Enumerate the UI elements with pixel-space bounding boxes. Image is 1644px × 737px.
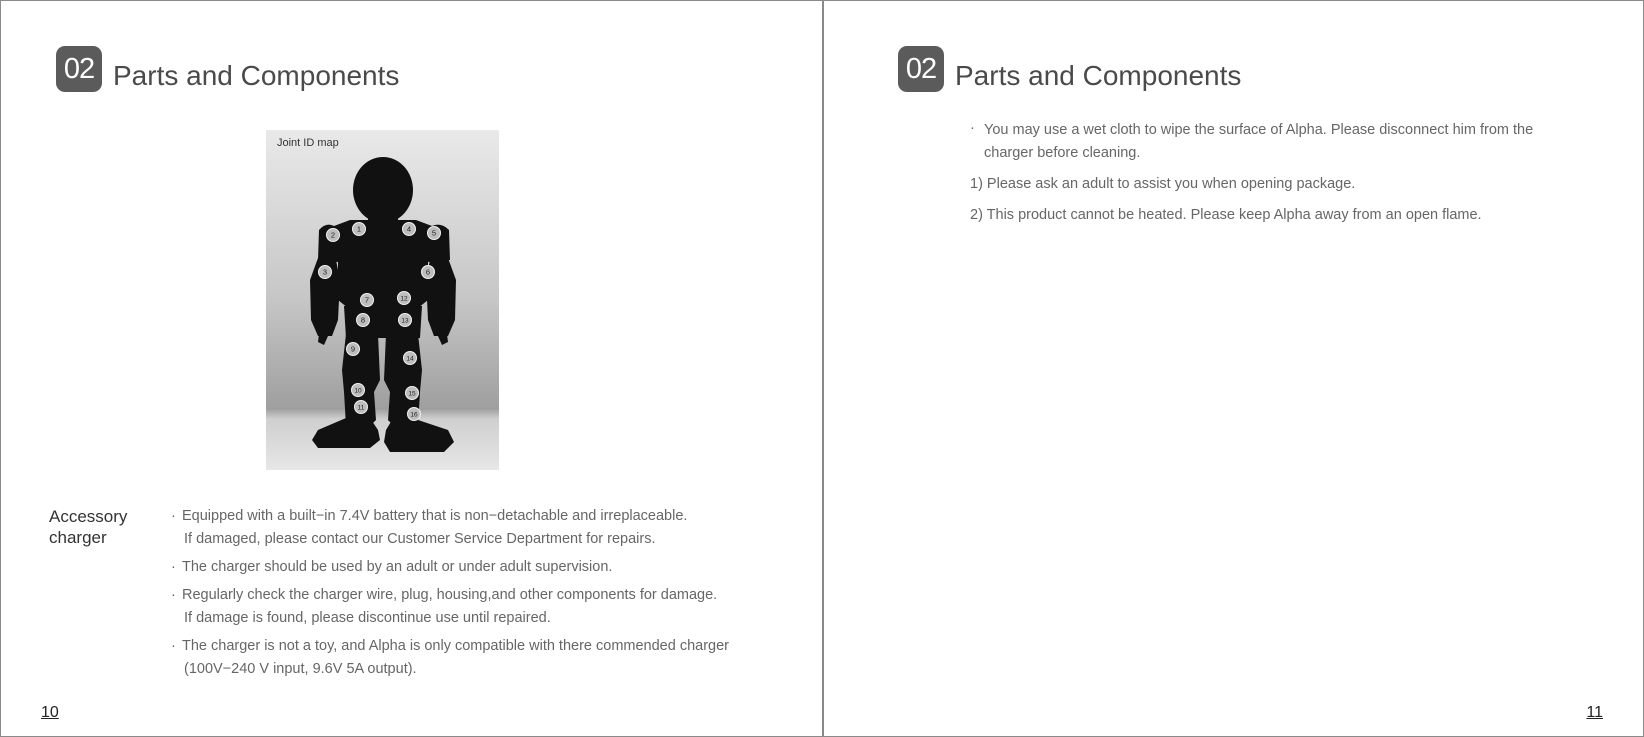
joint-marker-label: 10 (354, 387, 362, 395)
joint-marker-label: 2 (330, 230, 336, 240)
joint-marker-label: 9 (350, 344, 356, 354)
section-number-badge: 02 (898, 46, 944, 92)
joint-marker-label: 14 (406, 355, 414, 363)
bullet-dot: · (171, 638, 176, 654)
page-number: 10 (41, 704, 59, 721)
accessory-heading-line1: Accessory (49, 507, 128, 526)
section-number-badge: 02 (56, 46, 102, 92)
joint-marker-4 (403, 223, 416, 236)
accessory-heading-line2: charger (49, 528, 107, 547)
joint-marker-6 (422, 266, 435, 279)
joint-marker-3 (319, 266, 332, 279)
joint-marker-15 (406, 387, 419, 400)
joint-id-map-figure (266, 130, 499, 470)
joint-marker-label: 11 (357, 404, 365, 412)
note-line: You may use a wet cloth to wipe the surface of Alpha. Please disconnect him from the (984, 122, 1534, 138)
bullet-item (171, 556, 791, 579)
robot-silhouette (266, 130, 499, 470)
bullet-line: (100V−240 V input, 9.6V 5A output). (184, 661, 417, 677)
joint-marker-2 (327, 229, 340, 242)
bullet-dot: · (171, 587, 176, 603)
joint-marker-7 (361, 294, 374, 307)
section-title: Parts and Components (955, 60, 1242, 91)
joint-id-map-label: Joint ID map (277, 137, 339, 149)
section-title: Parts and Components (113, 60, 400, 91)
bullet-item (171, 505, 791, 551)
joint-marker-label: 3 (322, 267, 328, 277)
accessory-heading (49, 506, 127, 548)
joint-marker-16 (408, 408, 421, 421)
bullet-dot: · (171, 559, 176, 575)
joint-marker-11 (355, 401, 368, 414)
joint-marker-label: 6 (425, 267, 431, 277)
joint-marker-label: 16 (410, 411, 418, 419)
joint-marker-label: 13 (401, 317, 409, 325)
bullet-line: Regularly check the charger wire, plug, housing,and other components for damage. (182, 587, 718, 603)
joint-marker-5 (428, 227, 441, 240)
joint-marker-12 (398, 292, 411, 305)
right-page (824, 1, 1643, 736)
bullet-line: Equipped with a built−in 7.4V battery that is non−detachable and irreplaceable. (182, 508, 688, 524)
joint-marker-label: 12 (400, 295, 408, 303)
joint-marker-label: 15 (408, 390, 416, 398)
bullet-dot: · (171, 508, 176, 524)
joint-marker-label: 4 (406, 224, 412, 234)
joint-marker-label: 7 (364, 295, 370, 305)
joint-marker-label: 5 (431, 228, 437, 238)
joint-marker-13 (399, 314, 412, 327)
joint-marker-8 (357, 314, 370, 327)
joint-marker-1 (353, 223, 366, 236)
bullet-line: The charger is not a toy, and Alpha is only compatible with there commended charger (182, 638, 729, 654)
note-item-2: 2) This product cannot be heated. Please keep Alpha away from an open flame. (970, 207, 1482, 223)
bullet-line: If damage is found, please discontinue use until repaired. (184, 610, 551, 626)
bullet-item (171, 635, 791, 681)
joint-marker-10 (352, 384, 365, 397)
bullet-dot: · (970, 120, 975, 136)
bullet-line: The charger should be used by an adult or under adult supervision. (182, 559, 613, 575)
joint-marker-label: 8 (360, 315, 366, 325)
left-page (1, 1, 822, 736)
joint-marker-label: 1 (356, 224, 362, 234)
bullet-line: If damaged, please contact our Customer Service Department for repairs. (184, 531, 656, 547)
care-notes (970, 119, 1610, 235)
page-number: 11 (1586, 704, 1603, 721)
bullet-item (171, 584, 791, 630)
note-item-1: 1) Please ask an adult to assist you when opening package. (970, 176, 1356, 192)
joint-marker-14 (404, 352, 417, 365)
cleaning-note (970, 119, 1610, 165)
note-line: charger before cleaning. (984, 145, 1141, 161)
accessory-bullet-list (171, 505, 791, 686)
joint-marker-9 (347, 343, 360, 356)
